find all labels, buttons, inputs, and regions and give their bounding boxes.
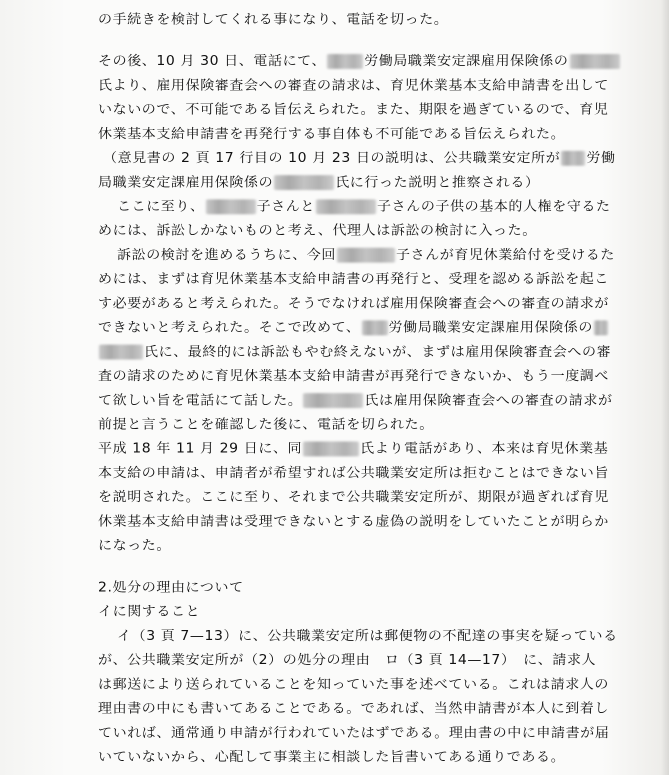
redacted-name-blur bbox=[99, 345, 143, 360]
redacted-name-blur bbox=[206, 199, 256, 214]
text-segment: は郵送により送られていることを知っていた事を述べている。これは請求人の bbox=[98, 677, 609, 693]
text-segment: 休業基本支給申請書を再発行する事自体も不可能である旨伝えられた。 bbox=[98, 126, 566, 142]
text-line bbox=[0, 648, 669, 672]
text-line bbox=[0, 697, 669, 721]
text-line bbox=[0, 7, 669, 31]
redacted-name-blur bbox=[316, 199, 376, 214]
text-segment: ここに至り、 bbox=[117, 199, 205, 215]
text-line bbox=[0, 219, 669, 243]
text-segment: 子さんが育児休業給付を受けるた bbox=[396, 247, 615, 263]
text-segment: 氏より、雇用保険審査会への審査の請求は、育児休業基本支給申請書を出して bbox=[98, 78, 609, 94]
text-segment: 子さんの子供の基本的人権を守るた bbox=[377, 199, 611, 215]
text-segment: （意見書の 2 頁 17 行目の 10 月 23 日の説明は、公共職業安定所が bbox=[103, 150, 561, 166]
text-line bbox=[0, 461, 669, 485]
text-line bbox=[0, 600, 669, 624]
text-segment: 理由書の中にも書いてあることである。であれば、当然申請書が本人に到着し bbox=[98, 701, 609, 717]
text-line bbox=[0, 721, 669, 745]
text-line bbox=[0, 49, 669, 73]
text-line bbox=[0, 195, 669, 219]
text-segment: 局職業安定課雇用保険係の bbox=[98, 175, 274, 191]
text-line bbox=[0, 316, 669, 340]
text-segment: 査の請求のために育児休業基本支給申請書が再発行できないか、もう一度調べ bbox=[98, 368, 609, 384]
text-line bbox=[0, 243, 669, 267]
text-segment: 本支給の申請は、申請者が希望すれば公共職業安定所は拒むことはできない旨 bbox=[98, 465, 609, 481]
text-line bbox=[0, 413, 669, 437]
redacted-name-blur bbox=[303, 393, 363, 408]
text-line bbox=[0, 576, 669, 600]
text-segment: 氏は雇用保険審査会への審査の請求が bbox=[364, 393, 613, 408]
text-segment: 氏に、最終的には訴訟もやむ終えないが、まずは雇用保険審査会への審 bbox=[144, 344, 612, 360]
text-line bbox=[0, 745, 669, 769]
text-line bbox=[0, 98, 669, 122]
text-segment: 氏に行った説明と推察される） bbox=[335, 175, 540, 191]
text-segment: いないので、不可能である旨伝えられた。また、期限を過ぎているので、育児 bbox=[98, 102, 609, 118]
text-line bbox=[0, 673, 669, 697]
text-line bbox=[0, 292, 669, 316]
text-segment: 休業基本支給申請書は受理できないとする虚偽の説明をしていたことが明らか bbox=[98, 514, 609, 530]
redacted-name-blur bbox=[594, 320, 608, 335]
redacted-name-blur bbox=[362, 320, 388, 335]
text-line bbox=[0, 624, 669, 648]
text-segment: めには、まずは育児休業基本支給申請書の再発行と、受理を認める訴訟を起こ bbox=[98, 271, 609, 287]
text-segment: 労働局職業安定課雇用保険係の bbox=[364, 54, 569, 69]
text-segment: になった。 bbox=[98, 538, 171, 554]
text-line bbox=[0, 388, 669, 412]
redacted-name-blur bbox=[274, 175, 334, 190]
text-segment: 2.処分の理由について bbox=[98, 580, 244, 596]
text-segment: 労働局職業安定課雇用保険係の bbox=[388, 320, 593, 336]
text-line bbox=[0, 485, 669, 509]
text-segment: その後、10 月 30 日、電話にて、 bbox=[98, 54, 327, 69]
redacted-name-blur bbox=[303, 442, 359, 457]
text-segment: て欲しい旨を電話にて話した。 bbox=[98, 393, 303, 408]
text-line bbox=[0, 340, 669, 364]
text-segment: 前提と言うことを確認した後に、電話を切られた。 bbox=[98, 417, 434, 433]
text-segment: 訴訟の検討を進めるうちに、今回 bbox=[117, 247, 336, 263]
text-segment: 平成 18 年 11 月 29 日に、同 bbox=[98, 441, 303, 457]
text-segment: す必要があると考えられた。そうでなければ雇用保険審査会への審査の請求が bbox=[98, 296, 609, 312]
text-segment: を説明された。ここに至り、それまで公共職業安定所が、期限が過ぎれば育児 bbox=[98, 489, 609, 505]
text-segment: 氏より電話があり、本来は育児休業基 bbox=[360, 441, 609, 457]
text-line bbox=[0, 170, 669, 194]
redacted-name-blur bbox=[327, 54, 363, 69]
text-segment: 子さんと bbox=[256, 199, 316, 215]
text-line bbox=[0, 74, 669, 98]
page-edge-shadow bbox=[661, 0, 669, 775]
redacted-name-blur bbox=[570, 54, 620, 69]
redacted-name-blur bbox=[561, 151, 585, 166]
text-line bbox=[0, 364, 669, 388]
text-segment: いていないから、心配して事業主に相談した旨書いてある通りである。 bbox=[98, 749, 566, 765]
text-line bbox=[0, 267, 669, 291]
text-line bbox=[0, 534, 669, 558]
text-line bbox=[0, 510, 669, 534]
text-segment: 労働 bbox=[586, 150, 616, 166]
text-line bbox=[0, 122, 669, 146]
text-segment: が、公共職業安定所が（2）の処分の理由 ロ（3 頁 14—17） に、請求人 bbox=[98, 652, 597, 668]
redacted-name-blur bbox=[337, 248, 395, 263]
text-line bbox=[0, 146, 669, 170]
text-segment: イに関すること bbox=[98, 604, 201, 620]
text-segment: ていれば、通常通り申請が行われていたはずである。理由書の中に申請書が届 bbox=[98, 725, 610, 741]
text-segment: めには、訴訟しかないものと考え、代理人は訴訟の検討に入った。 bbox=[98, 223, 537, 239]
text-line bbox=[0, 437, 669, 461]
text-segment: の手続きを検討してくれる事になり、電話を切った。 bbox=[98, 12, 449, 28]
text-segment: イ（3 頁 7—13）に、公共職業安定所は郵便物の不配達の事実を疑っている bbox=[117, 628, 618, 644]
text-segment: できないと考えられた。そこで改めて、 bbox=[98, 320, 361, 336]
